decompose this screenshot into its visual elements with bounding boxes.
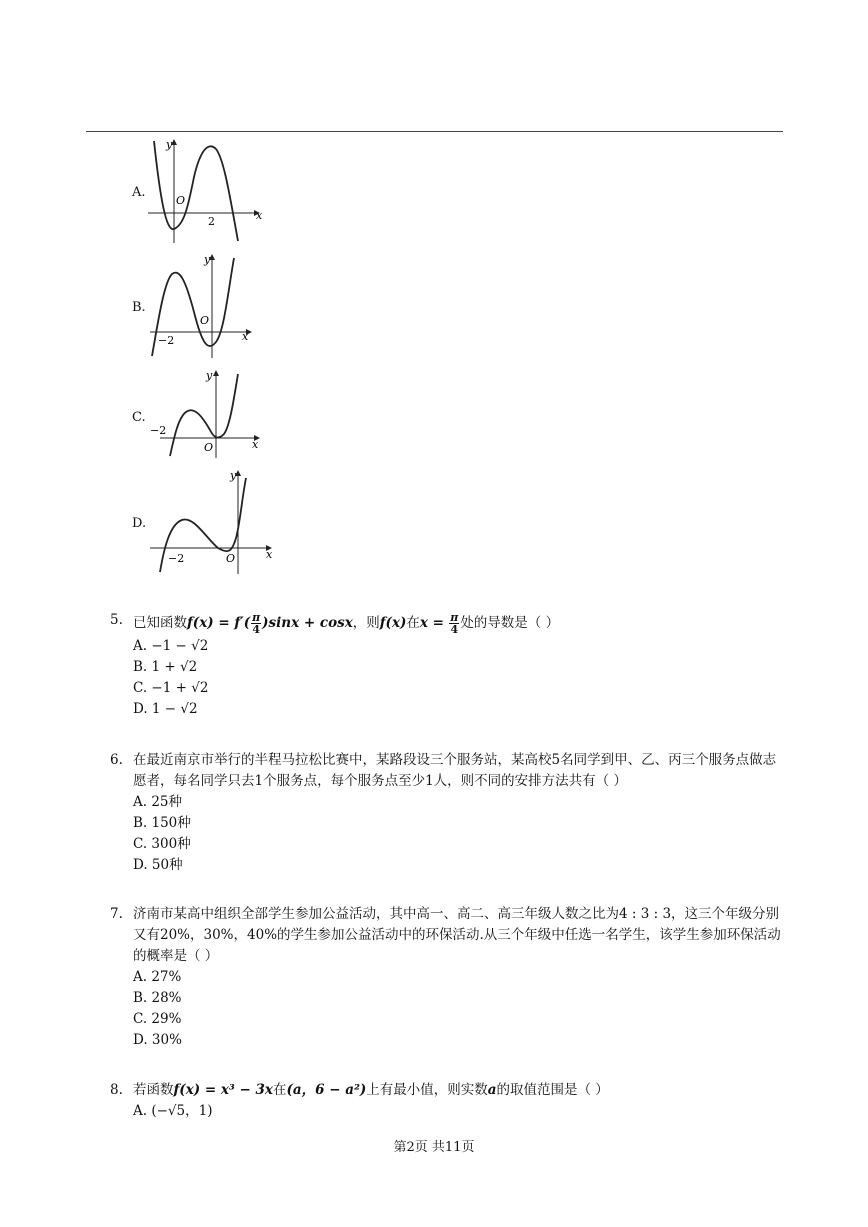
tick-label: −2 bbox=[150, 424, 167, 437]
question-5 bbox=[110, 610, 800, 720]
x-axis-label: x bbox=[252, 438, 259, 451]
option-d[interactable]: D. 30% bbox=[133, 1032, 182, 1048]
option-label: B. bbox=[132, 300, 146, 315]
origin-label: O bbox=[200, 314, 210, 327]
question-8 bbox=[110, 1080, 800, 1122]
y-axis-label: y bbox=[206, 369, 213, 382]
option-a[interactable]: A. 27% bbox=[133, 969, 182, 985]
stem-text: 若函数 bbox=[133, 1082, 174, 1098]
option-a[interactable]: A. −1 − √2 bbox=[133, 638, 209, 654]
question-number: 5. bbox=[110, 612, 123, 628]
question-number: 7. bbox=[110, 906, 123, 922]
question-stem-line: 在最近南京市举行的半程马拉松比赛中，某路段设三个服务站，某高校5名同学到甲、乙、丙三个服务点做志 bbox=[133, 752, 777, 768]
graph-a-plot bbox=[146, 137, 286, 245]
fraction-numerator: π bbox=[252, 611, 261, 624]
formula: f(x) bbox=[379, 615, 407, 631]
formula: )sinx + cosx bbox=[262, 615, 353, 631]
question-7 bbox=[110, 904, 800, 1051]
formula: f(x) = x³ − 3x bbox=[173, 1082, 273, 1098]
page-footer: 第2页 共11页 bbox=[393, 1140, 475, 1155]
stem-text: 已知函数 bbox=[133, 615, 187, 631]
fraction-denominator: 4 bbox=[450, 623, 459, 636]
graph-d-plot bbox=[146, 468, 286, 576]
graph-option-c bbox=[132, 368, 292, 460]
origin-label: O bbox=[226, 552, 236, 565]
tick-label: 2 bbox=[208, 215, 215, 228]
option-c[interactable]: C. 300种 bbox=[133, 836, 191, 852]
question-stem-line: 愿者，每名同学只去1个服务点，每个服务点至少1人，则不同的安排方法共有（ ） bbox=[133, 773, 627, 789]
stem-text: ，则 bbox=[352, 615, 380, 631]
option-label: D. bbox=[132, 516, 147, 531]
graph-option-d bbox=[132, 468, 292, 576]
option-a[interactable]: A. 25种 bbox=[133, 794, 183, 810]
stem-text: 在 bbox=[406, 615, 420, 631]
option-label: A. bbox=[132, 185, 146, 200]
header-rule bbox=[86, 131, 783, 132]
formula: f(x) = f′( bbox=[187, 615, 251, 631]
question-stem-line: 又有20%，30%，40%的学生参加公益活动中的环保活动.从三个年级中任选一名学生，该学生参加环保活动 bbox=[133, 927, 781, 943]
stem-text: 的取值范围是（ ） bbox=[496, 1082, 609, 1098]
graph-option-a bbox=[132, 137, 292, 245]
graph-option-b bbox=[132, 252, 292, 360]
formula: x = bbox=[419, 615, 444, 631]
option-c[interactable]: C. −1 + √2 bbox=[133, 680, 209, 696]
fraction bbox=[449, 612, 459, 635]
question-stem-line: 济南市某高中组织全部学生参加公益活动，其中高一、高二、高三年级人数之比为4 : 3 : 3，这三个年级分别 bbox=[133, 906, 780, 922]
origin-label: O bbox=[176, 194, 186, 207]
question-6 bbox=[110, 750, 800, 876]
option-b[interactable]: B. 28% bbox=[133, 990, 182, 1006]
fraction-denominator: 4 bbox=[252, 623, 260, 636]
stem-text: 处的导数是（ ） bbox=[460, 615, 560, 631]
stem-text: 在 bbox=[272, 1082, 287, 1098]
option-b[interactable]: B. 150种 bbox=[133, 815, 191, 831]
x-axis-label: x bbox=[266, 548, 273, 561]
graph-b-plot bbox=[146, 252, 286, 360]
fraction-numerator: π bbox=[450, 611, 459, 624]
graph-c-plot bbox=[146, 368, 286, 460]
y-axis-label: y bbox=[204, 253, 211, 266]
formula: (a，6 − a²) bbox=[286, 1082, 367, 1098]
option-a[interactable]: A. (−√5，1) bbox=[133, 1103, 213, 1119]
stem-text: 上有最小值，则实数 bbox=[366, 1082, 488, 1098]
question-number: 6. bbox=[110, 752, 123, 768]
option-label: C. bbox=[132, 410, 146, 425]
tick-label: −2 bbox=[168, 552, 185, 565]
option-d[interactable]: D. 50种 bbox=[133, 857, 183, 873]
origin-label: O bbox=[204, 441, 214, 454]
y-axis-label: y bbox=[230, 469, 237, 482]
option-b[interactable]: B. 1 + √2 bbox=[133, 659, 198, 675]
y-axis-label: y bbox=[166, 138, 173, 151]
question-stem bbox=[133, 610, 800, 636]
question-stem bbox=[133, 1080, 800, 1101]
tick-label: −2 bbox=[158, 334, 175, 347]
formula: a bbox=[487, 1082, 497, 1098]
question-number: 8. bbox=[110, 1082, 123, 1098]
x-axis-label: x bbox=[256, 209, 263, 222]
option-d[interactable]: D. 1 − √2 bbox=[133, 701, 198, 717]
option-c[interactable]: C. 29% bbox=[133, 1011, 182, 1027]
fraction bbox=[251, 612, 261, 635]
question-stem-line: 的概率是（ ） bbox=[133, 948, 219, 964]
x-axis-label: x bbox=[242, 330, 249, 343]
